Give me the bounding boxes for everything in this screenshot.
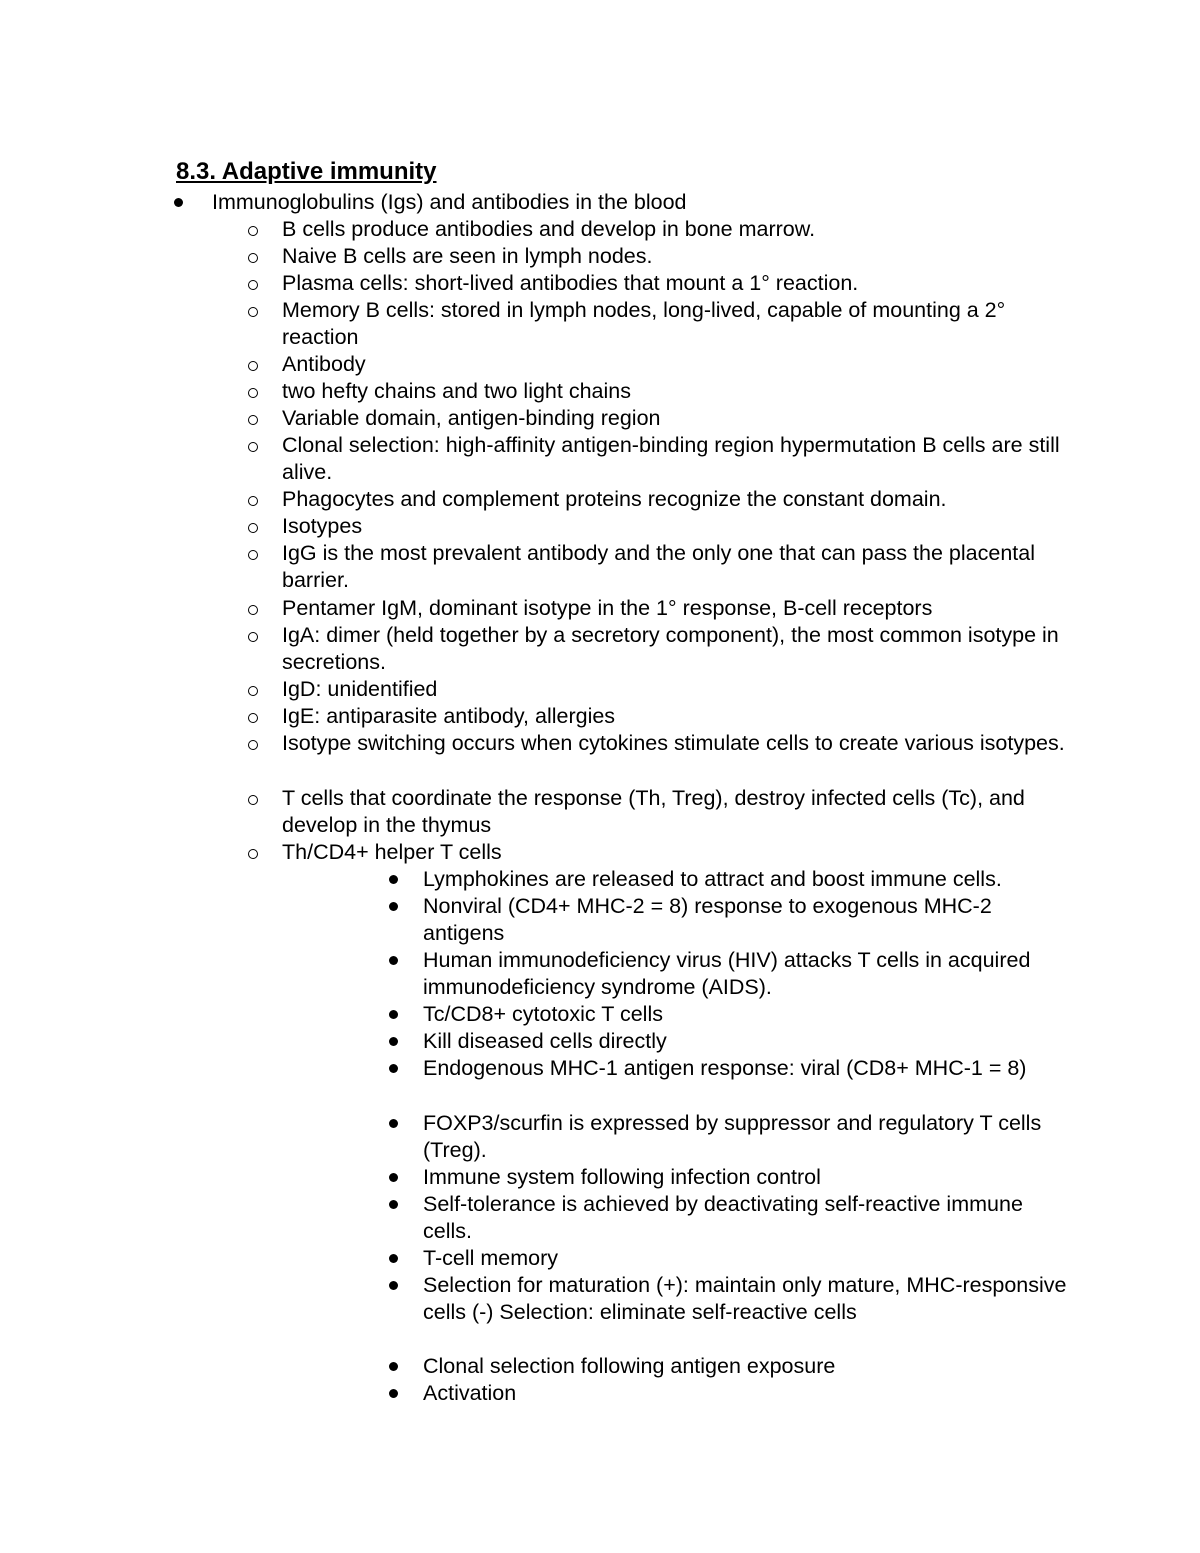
list-item-l2 [282, 432, 1072, 486]
list-item-text: Lymphokines are released to attract and boost immune cells. [423, 867, 1002, 891]
bullet-disc-icon [389, 1110, 409, 1137]
list-item-text: Plasma cells: short-lived antibodies that mount a 1° reaction. [282, 271, 859, 295]
bullet-disc-icon [389, 1380, 409, 1407]
list-item-text: Nonviral (CD4+ MHC-2 = 8) response to exogenous MHC-2 antigens [423, 894, 992, 945]
list-item-text: Isotype switching occurs when cytokines stimulate cells to create various isotypes. [282, 731, 1065, 755]
list-item-text: IgD: unidentified [282, 677, 438, 701]
list-item-text: Memory B cells: stored in lymph nodes, long-lived, capable of mounting a 2° reaction [282, 298, 1006, 349]
list-item-l2 [282, 540, 1072, 594]
list-item-text: FOXP3/scurfin is expressed by suppressor and regulatory T cells (Treg). [423, 1111, 1042, 1162]
list-item-text: Naive B cells are seen in lymph nodes. [282, 244, 653, 268]
list-item-l3 [423, 1353, 1073, 1380]
list-item-l3 [423, 1055, 1073, 1082]
list-item-l3 [423, 947, 1073, 1001]
list-item-text: Th/CD4+ helper T cells [282, 840, 502, 864]
list-item-text: IgA: dimer (held together by a secretory component), the most common isotype in secretions. [282, 623, 1059, 674]
list-item-l2 [282, 216, 1072, 243]
bullet-circle-icon [248, 351, 268, 378]
list-item-l3 [423, 1110, 1073, 1164]
bullet-circle-icon [248, 622, 268, 649]
bullet-disc-icon [389, 893, 409, 920]
list-item-l3 [423, 1164, 1073, 1191]
list-item-l2 [282, 513, 1072, 540]
list-item-text: T cells that coordinate the response (Th, Treg), destroy infected cells (Tc), and develop in the thymus [282, 786, 1025, 837]
list-item-text: two hefty chains and two light chains [282, 379, 631, 403]
list-item-text: Selection for maturation (+): maintain only mature, MHC-responsive cells (-) Selection: eliminate self-reactive cells [423, 1273, 1067, 1324]
list-item-text: IgG is the most prevalent antibody and the only one that can pass the placental barrier. [282, 541, 1035, 592]
bullet-circle-icon [248, 839, 268, 866]
list-item-l3 [423, 1380, 1073, 1407]
list-item-l2 [282, 486, 1072, 513]
bullet-circle-icon [248, 513, 268, 540]
bullet-disc-icon [389, 866, 409, 893]
bullet-circle-icon [248, 432, 268, 459]
list-item-l3 [423, 1001, 1073, 1028]
bullet-disc-icon [389, 1245, 409, 1272]
bullet-circle-icon [248, 730, 268, 757]
bullet-disc-icon [389, 1028, 409, 1055]
bullet-disc-icon [389, 1001, 409, 1028]
list-item-l2 [282, 243, 1072, 270]
list-item-l2 [282, 378, 1072, 405]
list-item-l3 [423, 1191, 1073, 1245]
list-item-l2 [282, 703, 1072, 730]
bullet-circle-icon [248, 270, 268, 297]
list-item-l3 [423, 893, 1073, 947]
list-item-l3 [423, 1028, 1073, 1055]
list-item-l2 [282, 270, 1072, 297]
bullet-circle-icon [248, 595, 268, 622]
list-item-text: Human immunodeficiency virus (HIV) attacks T cells in acquired immunodeficiency syndrome (AIDS). [423, 948, 1031, 999]
list-item-text: Isotypes [282, 514, 363, 538]
list-item-text: Immunoglobulins (Igs) and antibodies in the blood [212, 190, 687, 214]
list-item-text: Clonal selection following antigen exposure [423, 1354, 836, 1378]
list-item-text: Clonal selection: high-affinity antigen-binding region hypermutation B cells are still alive. [282, 433, 1060, 484]
bullet-disc-icon [389, 1353, 409, 1380]
list-item-l2 [282, 730, 1072, 757]
list-item-text: Self-tolerance is achieved by deactivating self-reactive immune cells. [423, 1192, 1023, 1243]
bullet-circle-icon [248, 378, 268, 405]
bullet-circle-icon [248, 405, 268, 432]
bullet-circle-icon [248, 216, 268, 243]
list-item-text: Tc/CD8+ cytotoxic T cells [423, 1002, 663, 1026]
list-item-l2 [282, 297, 1072, 351]
list-item-text: Variable domain, antigen-binding region [282, 406, 661, 430]
bullet-circle-icon [248, 540, 268, 567]
bullet-circle-icon [248, 297, 268, 324]
list-item-text: IgE: antiparasite antibody, allergies [282, 704, 616, 728]
list-item-text: Phagocytes and complement proteins recognize the constant domain. [282, 487, 947, 511]
list-item-l2 [282, 405, 1072, 432]
list-item-l2 [282, 839, 1072, 866]
list-item-l3 [423, 866, 1073, 893]
bullet-disc-icon [389, 1055, 409, 1082]
list-item-l2 [282, 622, 1072, 676]
bullet-circle-icon [248, 785, 268, 812]
bullet-circle-icon [248, 243, 268, 270]
list-item-l2 [282, 785, 1072, 839]
list-item-l2 [282, 595, 1072, 622]
list-item-text: Pentamer IgM, dominant isotype in the 1° response, B-cell receptors [282, 596, 933, 620]
list-item-text: Kill diseased cells directly [423, 1029, 667, 1053]
list-item-l2 [282, 676, 1072, 703]
list-item-l2 [282, 351, 1072, 378]
bullet-disc-icon [172, 189, 192, 216]
bullet-circle-icon [248, 703, 268, 730]
bullet-circle-icon [248, 676, 268, 703]
section-heading: 8.3. Adaptive immunity [176, 158, 437, 185]
bullet-disc-icon [389, 1272, 409, 1299]
list-item-l3 [423, 1272, 1073, 1326]
bullet-disc-icon [389, 1191, 409, 1218]
list-item-text: Endogenous MHC-1 antigen response: viral (CD8+ MHC-1 = 8) [423, 1056, 1027, 1080]
list-item-l1 [212, 189, 1072, 216]
list-item-l3 [423, 1245, 1073, 1272]
bullet-circle-icon [248, 486, 268, 513]
bullet-disc-icon [389, 947, 409, 974]
list-item-text: T-cell memory [423, 1246, 558, 1270]
list-item-text: Immune system following infection control [423, 1165, 821, 1189]
bullet-disc-icon [389, 1164, 409, 1191]
list-item-text: B cells produce antibodies and develop in bone marrow. [282, 217, 816, 241]
list-item-text: Activation [423, 1381, 517, 1405]
list-item-text: Antibody [282, 352, 366, 376]
